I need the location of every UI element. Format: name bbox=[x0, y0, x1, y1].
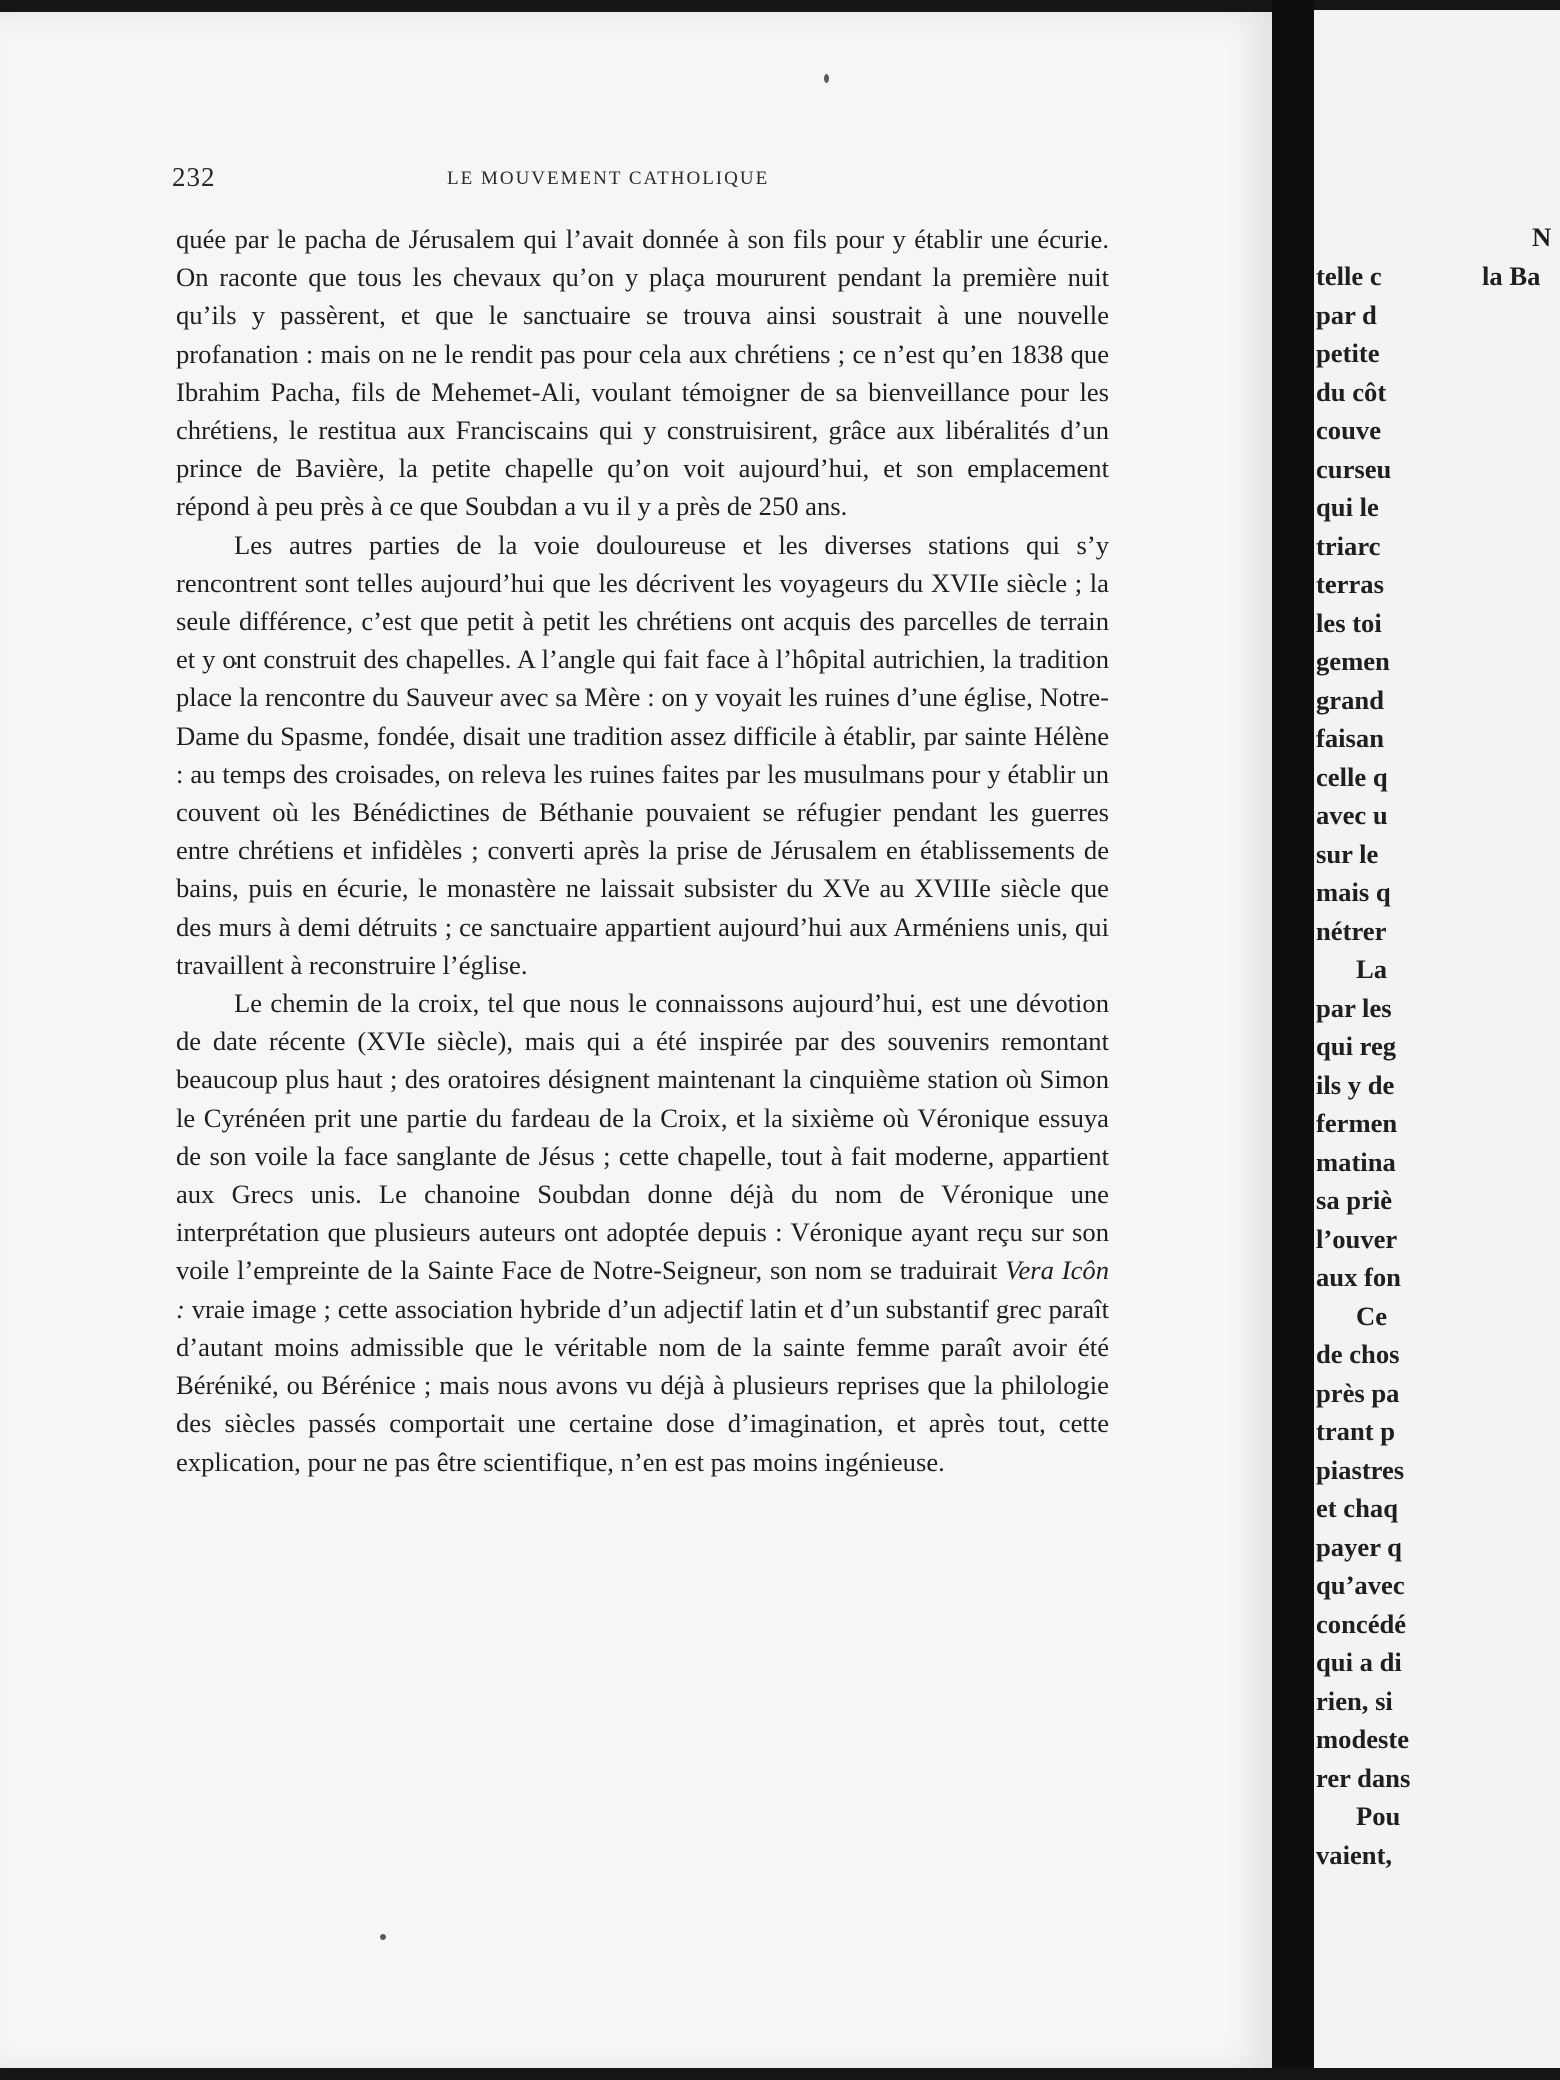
text-line: N bbox=[1532, 222, 1552, 252]
text-line: celle q bbox=[1316, 761, 1388, 792]
text-line: aux fon bbox=[1316, 1262, 1401, 1292]
left-page bbox=[0, 12, 1272, 2070]
text-line: du côt bbox=[1316, 376, 1387, 407]
text-line: nétrer bbox=[1316, 915, 1387, 946]
right-page-text bbox=[1480, 218, 1560, 295]
text-line: ils y de bbox=[1316, 1069, 1395, 1100]
text-line: mais q bbox=[1316, 877, 1391, 907]
paragraph-3-end: vraie image ; cette association hybride d’un adjectif latin et d’un substantif grec paraît d’autant moins admissible que le véritable nom de la sainte femme paraît avoir été Béréniké, ou Bérénice ; mais nous avons vu déjà à plusieurs reprises que la philologie des siècles passés comportait une certaine dose d’imagination, et après tout, cette explication, pour ne pas être scientifique, n’en est pas moins ingénieuse. bbox=[176, 1293, 1109, 1477]
text-line: couve bbox=[1316, 415, 1381, 445]
text-line: et chaq bbox=[1316, 1493, 1398, 1523]
text-line: par d bbox=[1316, 299, 1377, 330]
right-page-text-body bbox=[1316, 257, 1456, 1874]
text-line: La bbox=[1356, 954, 1388, 984]
scan-speck bbox=[824, 74, 829, 83]
text-line: les toi bbox=[1316, 607, 1382, 638]
text-line: telle c bbox=[1316, 261, 1382, 291]
text-line: terras bbox=[1316, 569, 1384, 599]
text-line: grand bbox=[1316, 684, 1384, 715]
text-line: la Ba bbox=[1482, 260, 1541, 291]
text-line: de chos bbox=[1316, 1339, 1400, 1369]
text-line: qui reg bbox=[1316, 1031, 1397, 1061]
text-line: sa priè bbox=[1316, 1185, 1393, 1215]
paragraph-2: Les autres parties de la voie douloureuse et les diverses stations qui s’y rencontrent sont telles aujourd’hui que les décrivent les voyageurs du XVIIe siècle ; la seule différence, c’est que petit à petit les chrétiens ont acquis des parcelles de terrain et y ont construit des chapelles. A l’angle qui fait face à l’hôpital autrichien, la tradition place la rencontre du Sauveur avec sa Mère : on y voyait les ruines d’une église, Notre-Dame du Spasme, fondée, disait une tradition assez difficile à établir, par sainte Hélène : au temps des croisades, on releva les ruines faites par les musulmans pour y établir un couvent où les Bénédictines de Béthanie pouvaient se réfugier pendant les guerres entre chrétiens et infidèles ; converti après la prise de Jérusalem en établissements de bains, puis en écurie, le monastère ne laissait subsister du XVe au XVIIIe siècle que des murs à demi détruits ; ce sanctuaire appartient aujourd’hui aux Arméniens unis, qui travaillent à reconstruire l’église. bbox=[176, 529, 1109, 980]
text-line: triarc bbox=[1316, 530, 1381, 561]
book-gutter bbox=[1272, 0, 1314, 2080]
text-line: payer q bbox=[1316, 1531, 1402, 1562]
text-line: près pa bbox=[1316, 1377, 1400, 1408]
paragraph-3 bbox=[176, 984, 1109, 1481]
text-line: sur le bbox=[1316, 838, 1379, 869]
body-text bbox=[176, 220, 1109, 1481]
text-line: Pou bbox=[1356, 1801, 1401, 1831]
text-line: l’ouver bbox=[1316, 1223, 1398, 1254]
text-line: matina bbox=[1316, 1146, 1396, 1177]
right-page bbox=[1314, 10, 1560, 2072]
paragraph-3-start: Le chemin de la croix, tel que nous le connaissons aujourd’hui, est une dévotion de date récente (XVIe siècle), mais qui a été inspirée par des souvenirs remontant beaucoup plus haut ; des oratoires désignent maintenant la cinquième station où Simon le Cyrénéen prit une partie du fardeau de la Croix, et la sixième où Véronique essuya de son voile la face sanglante de Jésus ; cette chapelle, tout à fait moderne, appartient aux Grecs unis. Le chanoine Soubdan donne déjà du nom de Véronique une interprétation que plusieurs auteurs ont adoptée depuis : Véronique ayant reçu sur son voile l’empreinte de la Sainte Face de Notre-Seigneur, son nom se traduirait bbox=[176, 988, 1109, 1286]
text-line: qui le bbox=[1316, 492, 1379, 522]
page-number: 232 bbox=[172, 162, 216, 192]
text-line: concédé bbox=[1316, 1608, 1407, 1639]
text-line: petite bbox=[1316, 338, 1380, 368]
running-head bbox=[172, 162, 1112, 202]
text-line: Ce bbox=[1356, 1300, 1388, 1331]
text-line: par les bbox=[1316, 992, 1392, 1023]
text-line: faisan bbox=[1316, 723, 1384, 753]
scan-speck bbox=[380, 1934, 386, 1940]
text-line: gemen bbox=[1316, 646, 1390, 676]
text-line: modeste bbox=[1316, 1724, 1410, 1754]
text-line: curseu bbox=[1316, 453, 1392, 484]
text-line: piastres bbox=[1316, 1454, 1405, 1485]
text-line: qui a di bbox=[1316, 1647, 1402, 1677]
paragraph-1: quée par le pacha de Jérusalem qui l’avait donnée à son fils pour y établir une écurie. On raconte que tous les chevaux qu’on y plaça moururent pendant la première nuit qu’ils y passèrent, et que le sanctuaire se trouva ainsi soustrait à une nouvelle profanation : mais on ne le rendit pas pour cela aux chrétiens ; ce n’est qu’en 1838 que Ibrahim Pacha, fils de Mehemet-Ali, voulant témoigner de sa bienveillance pour les chrétiens, le restitua aux Franciscains qui y construisirent, grâce aux libéralités d’un prince de Bavière, la petite chapelle qu’on voit aujourd’hui, et son emplacement répond à peu près à ce que Soubdan a vu il y a près de 250 ans. bbox=[176, 224, 1109, 522]
italic-phrase: Vera Icôn : bbox=[176, 1255, 1110, 1324]
scan-bottom-edge bbox=[0, 2068, 1560, 2080]
text-line: rer dans bbox=[1316, 1762, 1411, 1793]
text-line: rien, si bbox=[1316, 1685, 1393, 1716]
text-line: trant p bbox=[1316, 1416, 1396, 1446]
text-line: avec u bbox=[1316, 800, 1388, 830]
text-line: fermen bbox=[1316, 1108, 1398, 1138]
text-line: vaient, bbox=[1316, 1839, 1393, 1870]
text-line: qu’avec bbox=[1316, 1570, 1405, 1600]
header-title: LE MOUVEMENT CATHOLIQUE bbox=[447, 168, 770, 189]
